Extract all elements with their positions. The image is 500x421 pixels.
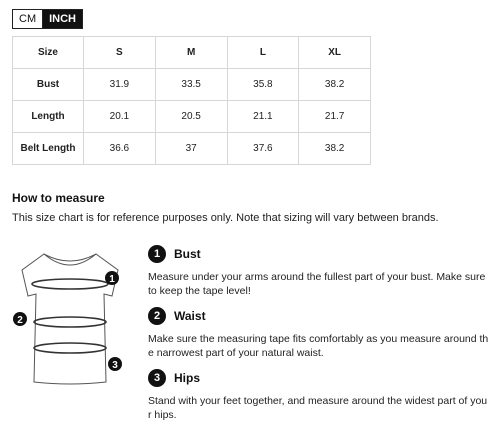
size-chart-table [12,36,371,165]
row-label-belt-length: Belt Length [13,133,84,165]
table-cell: 36.6 [84,133,156,165]
step-number-2: 2 [148,307,166,325]
row-label-length: Length [13,101,84,133]
step-title-waist: Waist [174,309,206,323]
step-number-1: 1 [148,245,166,263]
size-chart-note: This size chart is for reference purposes only. Note that sizing will vary between brands. [12,212,439,224]
table-cell: 21.1 [227,101,299,133]
header-size: Size [13,37,84,69]
step-title-hips: Hips [174,371,201,385]
step-bust [148,245,490,298]
table-cell: 20.5 [155,101,227,133]
table-cell: 38.2 [299,133,371,165]
table-cell: 37 [155,133,227,165]
tshirt-outline [22,254,118,384]
table-cell: 33.5 [155,69,227,101]
table-header-row [13,37,371,69]
header-s: S [84,37,156,69]
table-row [13,69,371,101]
tshirt-measurement-diagram [10,240,130,390]
table-cell: 31.9 [84,69,156,101]
step-text-bust: Measure under your arms around the fullest part of your bust. Make sure to keep the tape level! [148,271,486,297]
unit-toggle [12,9,83,29]
step-text-hips: Stand with your feet together, and measure around the widest part of your hips. [148,395,488,421]
header-xl: XL [299,37,371,69]
table-cell: 37.6 [227,133,299,165]
cm-unit-button[interactable]: CM [12,9,43,29]
row-label-bust: Bust [13,69,84,101]
header-l: L [227,37,299,69]
table-cell: 35.8 [227,69,299,101]
marker-2-label: 2 [17,315,23,326]
how-to-measure-heading: How to measure [12,191,105,205]
header-m: M [155,37,227,69]
step-text-waist: Make sure the measuring tape fits comfortably as you measure around the narrowest part of your natural waist. [148,333,489,359]
table-row [13,133,371,165]
table-cell: 21.7 [299,101,371,133]
table-cell: 38.2 [299,69,371,101]
step-waist [148,307,490,360]
table-row [13,101,371,133]
step-hips [148,369,490,421]
inch-unit-button[interactable]: INCH [43,9,83,29]
marker-3-label: 3 [112,360,118,371]
step-number-3: 3 [148,369,166,387]
marker-1-label: 1 [109,274,115,285]
table-cell: 20.1 [84,101,156,133]
step-title-bust: Bust [174,247,201,261]
